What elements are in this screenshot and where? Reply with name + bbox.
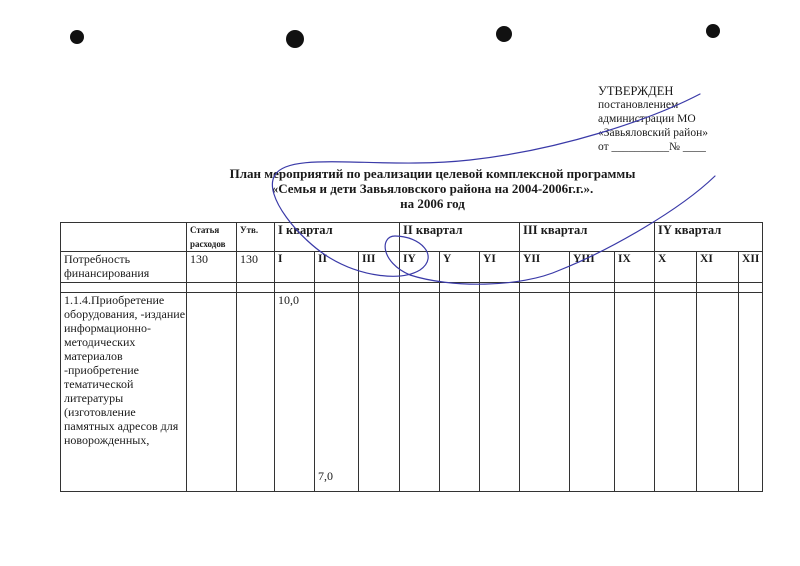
month-cell: XI [697, 252, 739, 283]
month-cell: III [359, 252, 400, 283]
punch-hole-1 [70, 30, 84, 44]
empty-cell [359, 283, 400, 293]
month-cell: X [655, 252, 697, 283]
empty-cell [480, 283, 520, 293]
month-cell: YI [480, 252, 520, 283]
approval-line: от __________№ ____ [598, 141, 706, 153]
title-line: План мероприятий по реализации целевой комплексной программы [229, 166, 636, 181]
empty-cell [570, 293, 615, 492]
empty-cell [315, 283, 359, 293]
empty-cell [400, 293, 440, 492]
empty-cell [570, 283, 615, 293]
empty-cell [615, 283, 655, 293]
empty-cell [440, 293, 480, 492]
empty-cell [739, 283, 763, 293]
empty-cell [400, 283, 440, 293]
empty-cell [520, 293, 570, 492]
month-cell: IY [400, 252, 440, 283]
empty-cell [697, 283, 739, 293]
approval-stamp [598, 84, 708, 154]
empty-cell [655, 283, 697, 293]
month-cell: XII [739, 252, 763, 283]
punch-hole-4 [706, 24, 720, 38]
month-cell: YII [520, 252, 570, 283]
funding-row [61, 252, 763, 283]
empty-cell [440, 283, 480, 293]
document-title [150, 166, 715, 211]
empty-cell [520, 283, 570, 293]
empty-cell [697, 293, 739, 492]
punch-hole-3 [496, 26, 512, 42]
title-line: на 2006 год [400, 196, 465, 211]
spacer-row [61, 283, 763, 293]
empty-cell [61, 283, 187, 293]
item-month-2-value: 7,0 [318, 469, 333, 483]
header-quarter-1: I квартал [275, 223, 400, 252]
month-cell: YIII [570, 252, 615, 283]
empty-cell [237, 283, 275, 293]
funding-article: 130 [187, 252, 237, 283]
month-cell: Y [440, 252, 480, 283]
approval-line: постановлением [598, 99, 679, 111]
empty-cell [739, 293, 763, 492]
empty-cell [237, 293, 275, 492]
header-approved: Утв. [237, 223, 275, 252]
item-label: 1.1.4.Приобретение оборудования, -издание информационно-методических материалов -приобретение тематической литературы (изготовление памятных адресов для новорожденных, [61, 293, 187, 492]
month-cell: I [275, 252, 315, 283]
funding-label: Потребность финансирования [61, 252, 187, 283]
approval-line: администрации МО [598, 113, 696, 125]
header-quarter-3: III квартал [520, 223, 655, 252]
item-month-1-value: 10,0 [275, 293, 315, 492]
funding-approved: 130 [237, 252, 275, 283]
approval-title: УТВЕРЖДЕН [598, 84, 674, 98]
header-quarter-4: IY квартал [655, 223, 763, 252]
month-cell: IX [615, 252, 655, 283]
empty-cell [187, 283, 237, 293]
header-empty-cell [61, 223, 187, 252]
item-month-2-cell [315, 293, 359, 492]
empty-cell [615, 293, 655, 492]
title-line: «Семья и дети Завьяловского района на 2004-2006г.г.». [271, 181, 594, 196]
header-row [61, 223, 763, 252]
item-row [61, 293, 763, 492]
empty-cell [187, 293, 237, 492]
empty-cell [480, 293, 520, 492]
plan-table [60, 222, 763, 492]
header-quarter-2: II квартал [400, 223, 520, 252]
empty-cell [655, 293, 697, 492]
month-cell: II [315, 252, 359, 283]
header-article: Статья расходов [187, 223, 237, 252]
empty-cell [275, 283, 315, 293]
approval-line: «Завьяловский район» [598, 127, 708, 139]
empty-cell [359, 293, 400, 492]
punch-hole-2 [286, 30, 304, 48]
